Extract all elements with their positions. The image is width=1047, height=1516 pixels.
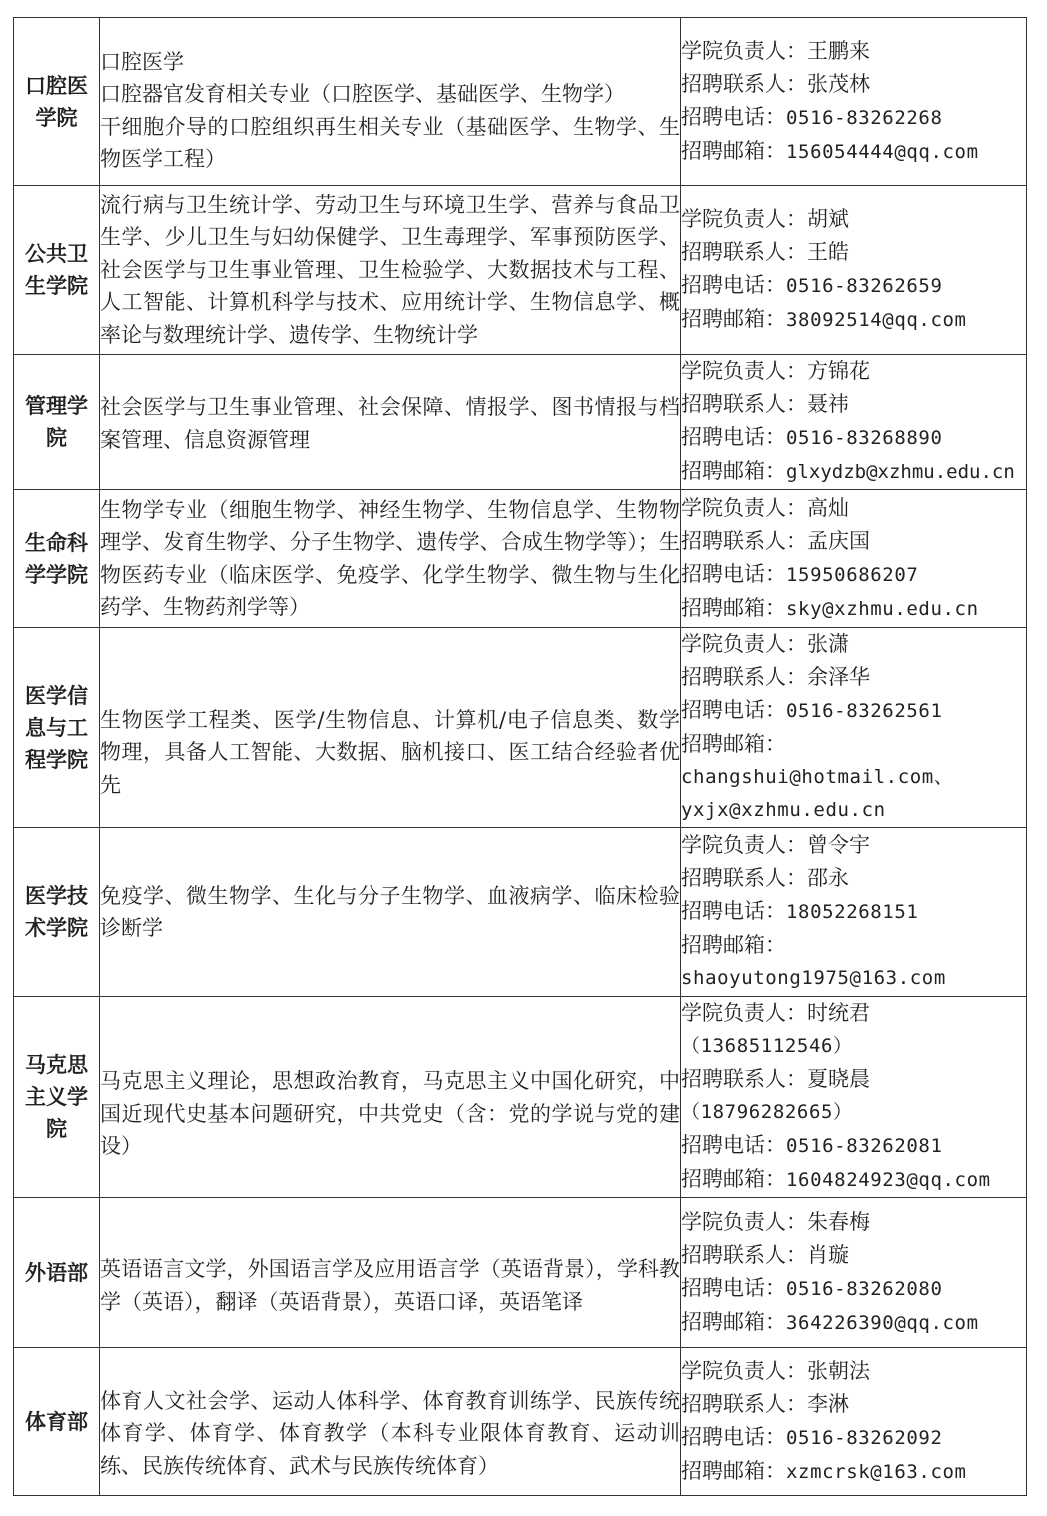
head-label: 学院负责人：	[681, 359, 807, 383]
liaison-name: 李淋	[807, 1391, 849, 1416]
phone-number: 0516-83262659	[786, 275, 943, 297]
liaison-name: 聂祎	[807, 392, 849, 416]
head-line	[681, 355, 1026, 388]
head-name: 张潇	[807, 632, 849, 656]
phone-line	[681, 558, 1026, 592]
phone-number: 0516-83262080	[786, 1277, 943, 1300]
liaison-label: 招聘联系人：	[681, 665, 807, 689]
table-row	[14, 490, 1027, 628]
contact-cell	[681, 1198, 1027, 1348]
college-name: 生命科学学院	[14, 490, 100, 628]
email-label: 招聘邮箱：	[681, 307, 786, 331]
liaison-name: 张茂林	[807, 71, 870, 96]
email-line	[681, 303, 1026, 337]
contact-cell	[681, 828, 1027, 997]
email-label: 招聘邮箱：	[681, 1458, 786, 1483]
major-line: 社会医学与卫生事业管理、社会保障、情报学、图书情报与档案管理、信息资源管理	[100, 395, 680, 452]
email-label: 招聘邮箱：	[681, 933, 786, 957]
phone-line	[681, 1272, 1026, 1306]
liaison-label: 招聘联系人：	[681, 1067, 807, 1091]
college-name: 管理学院	[14, 355, 100, 490]
liaison-name: 肖璇	[807, 1242, 849, 1267]
major-line: 英语语言文学，外国语言学及应用语言学（英语背景），学科教学（英语），翻译（英语背景），英语口译，英语笔译	[100, 1257, 680, 1314]
email-address[interactable]: 38092514@qq.com	[786, 309, 967, 331]
liaison-label: 招聘联系人：	[681, 866, 807, 890]
contact-cell	[681, 997, 1027, 1198]
head-name: 时统君	[807, 1001, 870, 1025]
email-address[interactable]: changshui@hotmail.com、	[681, 766, 954, 788]
liaison-line	[681, 1239, 1026, 1272]
phone-number: 0516-83268890	[786, 427, 943, 449]
email-line	[681, 1163, 1026, 1197]
head-name: 曾令宇	[807, 833, 870, 857]
liaison-label: 招聘联系人：	[681, 1242, 807, 1267]
contact-cell	[681, 490, 1027, 628]
liaison-label: 招聘联系人：	[681, 1391, 807, 1416]
phone-label: 招聘电话：	[681, 1133, 786, 1157]
liaison-line	[681, 236, 1026, 269]
email-label: 招聘邮箱：	[681, 595, 786, 620]
liaison-label: 招聘联系人：	[681, 240, 807, 264]
majors-cell	[100, 628, 681, 828]
major-line: 生物学专业（细胞生物学、神经生物学、生物信息学、生物物理学、发育生物学、分子生物学、遗传学、合成生物学等）；生物医药专业（临床医学、免疫学、化学生物学、微生物与生化药学、生物药剂学等）	[100, 497, 680, 619]
recruitment-table	[13, 17, 1027, 1496]
table-row	[14, 628, 1027, 828]
liaison-label: 招聘联系人：	[681, 528, 807, 553]
table-row	[14, 1348, 1027, 1496]
liaison-line	[681, 1063, 1026, 1096]
phone-label: 招聘电话：	[681, 698, 786, 722]
head-name: 朱春梅	[807, 1209, 870, 1234]
college-name: 医学信息与工程学院	[14, 628, 100, 828]
email-address[interactable]: 1604824923@qq.com	[786, 1169, 991, 1191]
college-name: 医学技术学院	[14, 828, 100, 997]
liaison-line	[681, 1388, 1026, 1421]
email-address[interactable]: 156054444@qq.com	[786, 140, 979, 163]
email-label: 招聘邮箱：	[681, 459, 786, 483]
majors-cell	[100, 186, 681, 355]
liaison-line	[681, 68, 1026, 101]
email-line	[681, 455, 1026, 489]
contact-cell	[681, 355, 1027, 490]
email-address[interactable]: yxjx@xzhmu.edu.cn	[681, 799, 886, 821]
head-name: 张朝法	[807, 1358, 870, 1383]
major-line: 体育人文社会学、运动人体科学、体育教育训练学、民族传统体育学、体育学、体育教学（本科专业限体育教育、运动训练、民族传统体育、武术与民族传统体育）	[100, 1388, 680, 1478]
majors-cell	[100, 490, 681, 628]
email-label: 招聘邮箱：	[681, 138, 786, 163]
phone-label: 招聘电话：	[681, 899, 786, 923]
head-line	[681, 997, 1026, 1030]
college-name: 口腔医学院	[14, 18, 100, 186]
table-row	[14, 828, 1027, 997]
liaison-line	[681, 661, 1026, 694]
liaison-label: 招聘联系人：	[681, 392, 807, 416]
major-line: 马克思主义理论，思想政治教育，马克思主义中国化研究，中国近现代史基本问题研究，中共党史（含：党的学说与党的建设）	[100, 1069, 680, 1159]
phone-line	[681, 421, 1026, 455]
head-line	[681, 1355, 1026, 1388]
phone-line	[681, 1129, 1026, 1163]
phone-number: 0516-83262092	[786, 1426, 943, 1449]
major-line: 口腔器官发育相关专业（口腔医学、基础医学、生物学）	[100, 82, 625, 106]
email-label: 招聘邮箱：	[681, 732, 786, 756]
college-name: 公共卫生学院	[14, 186, 100, 355]
phone-line	[681, 101, 1026, 135]
contact-cell	[681, 186, 1027, 355]
head-line	[681, 1206, 1026, 1239]
email-line	[681, 1455, 1026, 1489]
head-name: 方锦花	[807, 359, 870, 383]
contact-cell	[681, 628, 1027, 828]
phone-number: 15950686207	[786, 563, 919, 586]
contact-cell	[681, 1348, 1027, 1496]
email-label: 招聘邮箱：	[681, 1309, 786, 1334]
liaison-name: 余泽华	[807, 665, 870, 689]
phone-label: 招聘电话：	[681, 273, 786, 297]
head-name: 高灿	[807, 495, 849, 520]
majors-cell	[100, 828, 681, 997]
email-line	[681, 135, 1026, 169]
college-name: 外语部	[14, 1198, 100, 1348]
liaison-label: 招聘联系人：	[681, 71, 807, 96]
table-row	[14, 1198, 1027, 1348]
email-address[interactable]: glxydzb@xzhmu.edu.cn	[786, 461, 1015, 483]
head-line	[681, 203, 1026, 236]
head-line	[681, 35, 1026, 68]
email-line	[681, 1306, 1026, 1340]
email-address[interactable]: sky@xzhmu.edu.cn	[786, 597, 979, 620]
email-label: 招聘邮箱：	[681, 1167, 786, 1191]
phone-number: 18052268151	[786, 901, 919, 923]
phone-line	[681, 269, 1026, 303]
liaison-line	[681, 525, 1026, 558]
head-label: 学院负责人：	[681, 38, 807, 63]
major-line: 干细胞介导的口腔组织再生相关专业（基础医学、生物学、生物医学工程）	[100, 114, 680, 171]
majors-cell	[100, 18, 681, 186]
email-address[interactable]: 364226390@qq.com	[786, 1311, 979, 1334]
majors-cell	[100, 1198, 681, 1348]
head-label: 学院负责人：	[681, 1358, 807, 1383]
table-row	[14, 186, 1027, 355]
email-line	[681, 592, 1026, 626]
phone-label: 招聘电话：	[681, 1424, 786, 1449]
head-line	[681, 492, 1026, 525]
phone-number: 0516-83262268	[786, 106, 943, 129]
phone-label: 招聘电话：	[681, 104, 786, 129]
table-row	[14, 18, 1027, 186]
major-line: 生物医学工程类、医学/生物信息、计算机/电子信息类、数学物理，具备人工智能、大数据、脑机接口、医工结合经验者优先	[100, 707, 680, 797]
phone-line	[681, 1421, 1026, 1455]
phone-number: 0516-83262081	[786, 1135, 943, 1157]
head-label: 学院负责人：	[681, 207, 807, 231]
head-label: 学院负责人：	[681, 632, 807, 656]
phone-label: 招聘电话：	[681, 561, 786, 586]
college-name: 马克思主义学院	[14, 997, 100, 1198]
table-row	[14, 355, 1027, 490]
liaison-name: 邵永	[807, 866, 849, 890]
head-label: 学院负责人：	[681, 833, 807, 857]
email-address[interactable]: shaoyutong1975@163.com	[681, 967, 946, 989]
head-phone: （13685112546）	[681, 1035, 853, 1057]
table-row	[14, 997, 1027, 1198]
majors-cell	[100, 997, 681, 1198]
contact-cell	[681, 18, 1027, 186]
major-line: 口腔医学	[100, 49, 184, 74]
phone-line	[681, 895, 1026, 929]
liaison-name: 夏晓晨	[807, 1067, 870, 1091]
head-line	[681, 829, 1026, 862]
head-label: 学院负责人：	[681, 1001, 807, 1025]
liaison-phone: （18796282665）	[681, 1101, 853, 1123]
head-label: 学院负责人：	[681, 495, 807, 520]
head-name: 王鹏来	[807, 38, 870, 63]
liaison-name: 孟庆国	[807, 528, 870, 553]
major-line: 免疫学、微生物学、生化与分子生物学、血液病学、临床检验诊断学	[100, 883, 680, 940]
liaison-line	[681, 862, 1026, 895]
phone-line	[681, 694, 1026, 728]
head-label: 学院负责人：	[681, 1209, 807, 1234]
majors-cell	[100, 355, 681, 490]
majors-cell	[100, 1348, 681, 1496]
phone-number: 0516-83262561	[786, 700, 943, 722]
head-line	[681, 628, 1026, 661]
email-address[interactable]: xzmcrsk@163.com	[786, 1460, 967, 1483]
college-name: 体育部	[14, 1348, 100, 1496]
phone-label: 招聘电话：	[681, 1275, 786, 1300]
phone-label: 招聘电话：	[681, 425, 786, 449]
head-name: 胡斌	[807, 207, 849, 231]
major-line: 流行病与卫生统计学、劳动卫生与环境卫生学、营养与食品卫生学、少儿卫生与妇幼保健学、卫生毒理学、军事预防医学、社会医学与卫生事业管理、卫生检验学、大数据技术与工程、人工智能、计算机科学与技术、应用统计学、生物信息学、概率论与数理统计学、遗传学、生物统计学	[100, 192, 680, 347]
liaison-name: 王皓	[807, 240, 849, 264]
liaison-line	[681, 388, 1026, 421]
